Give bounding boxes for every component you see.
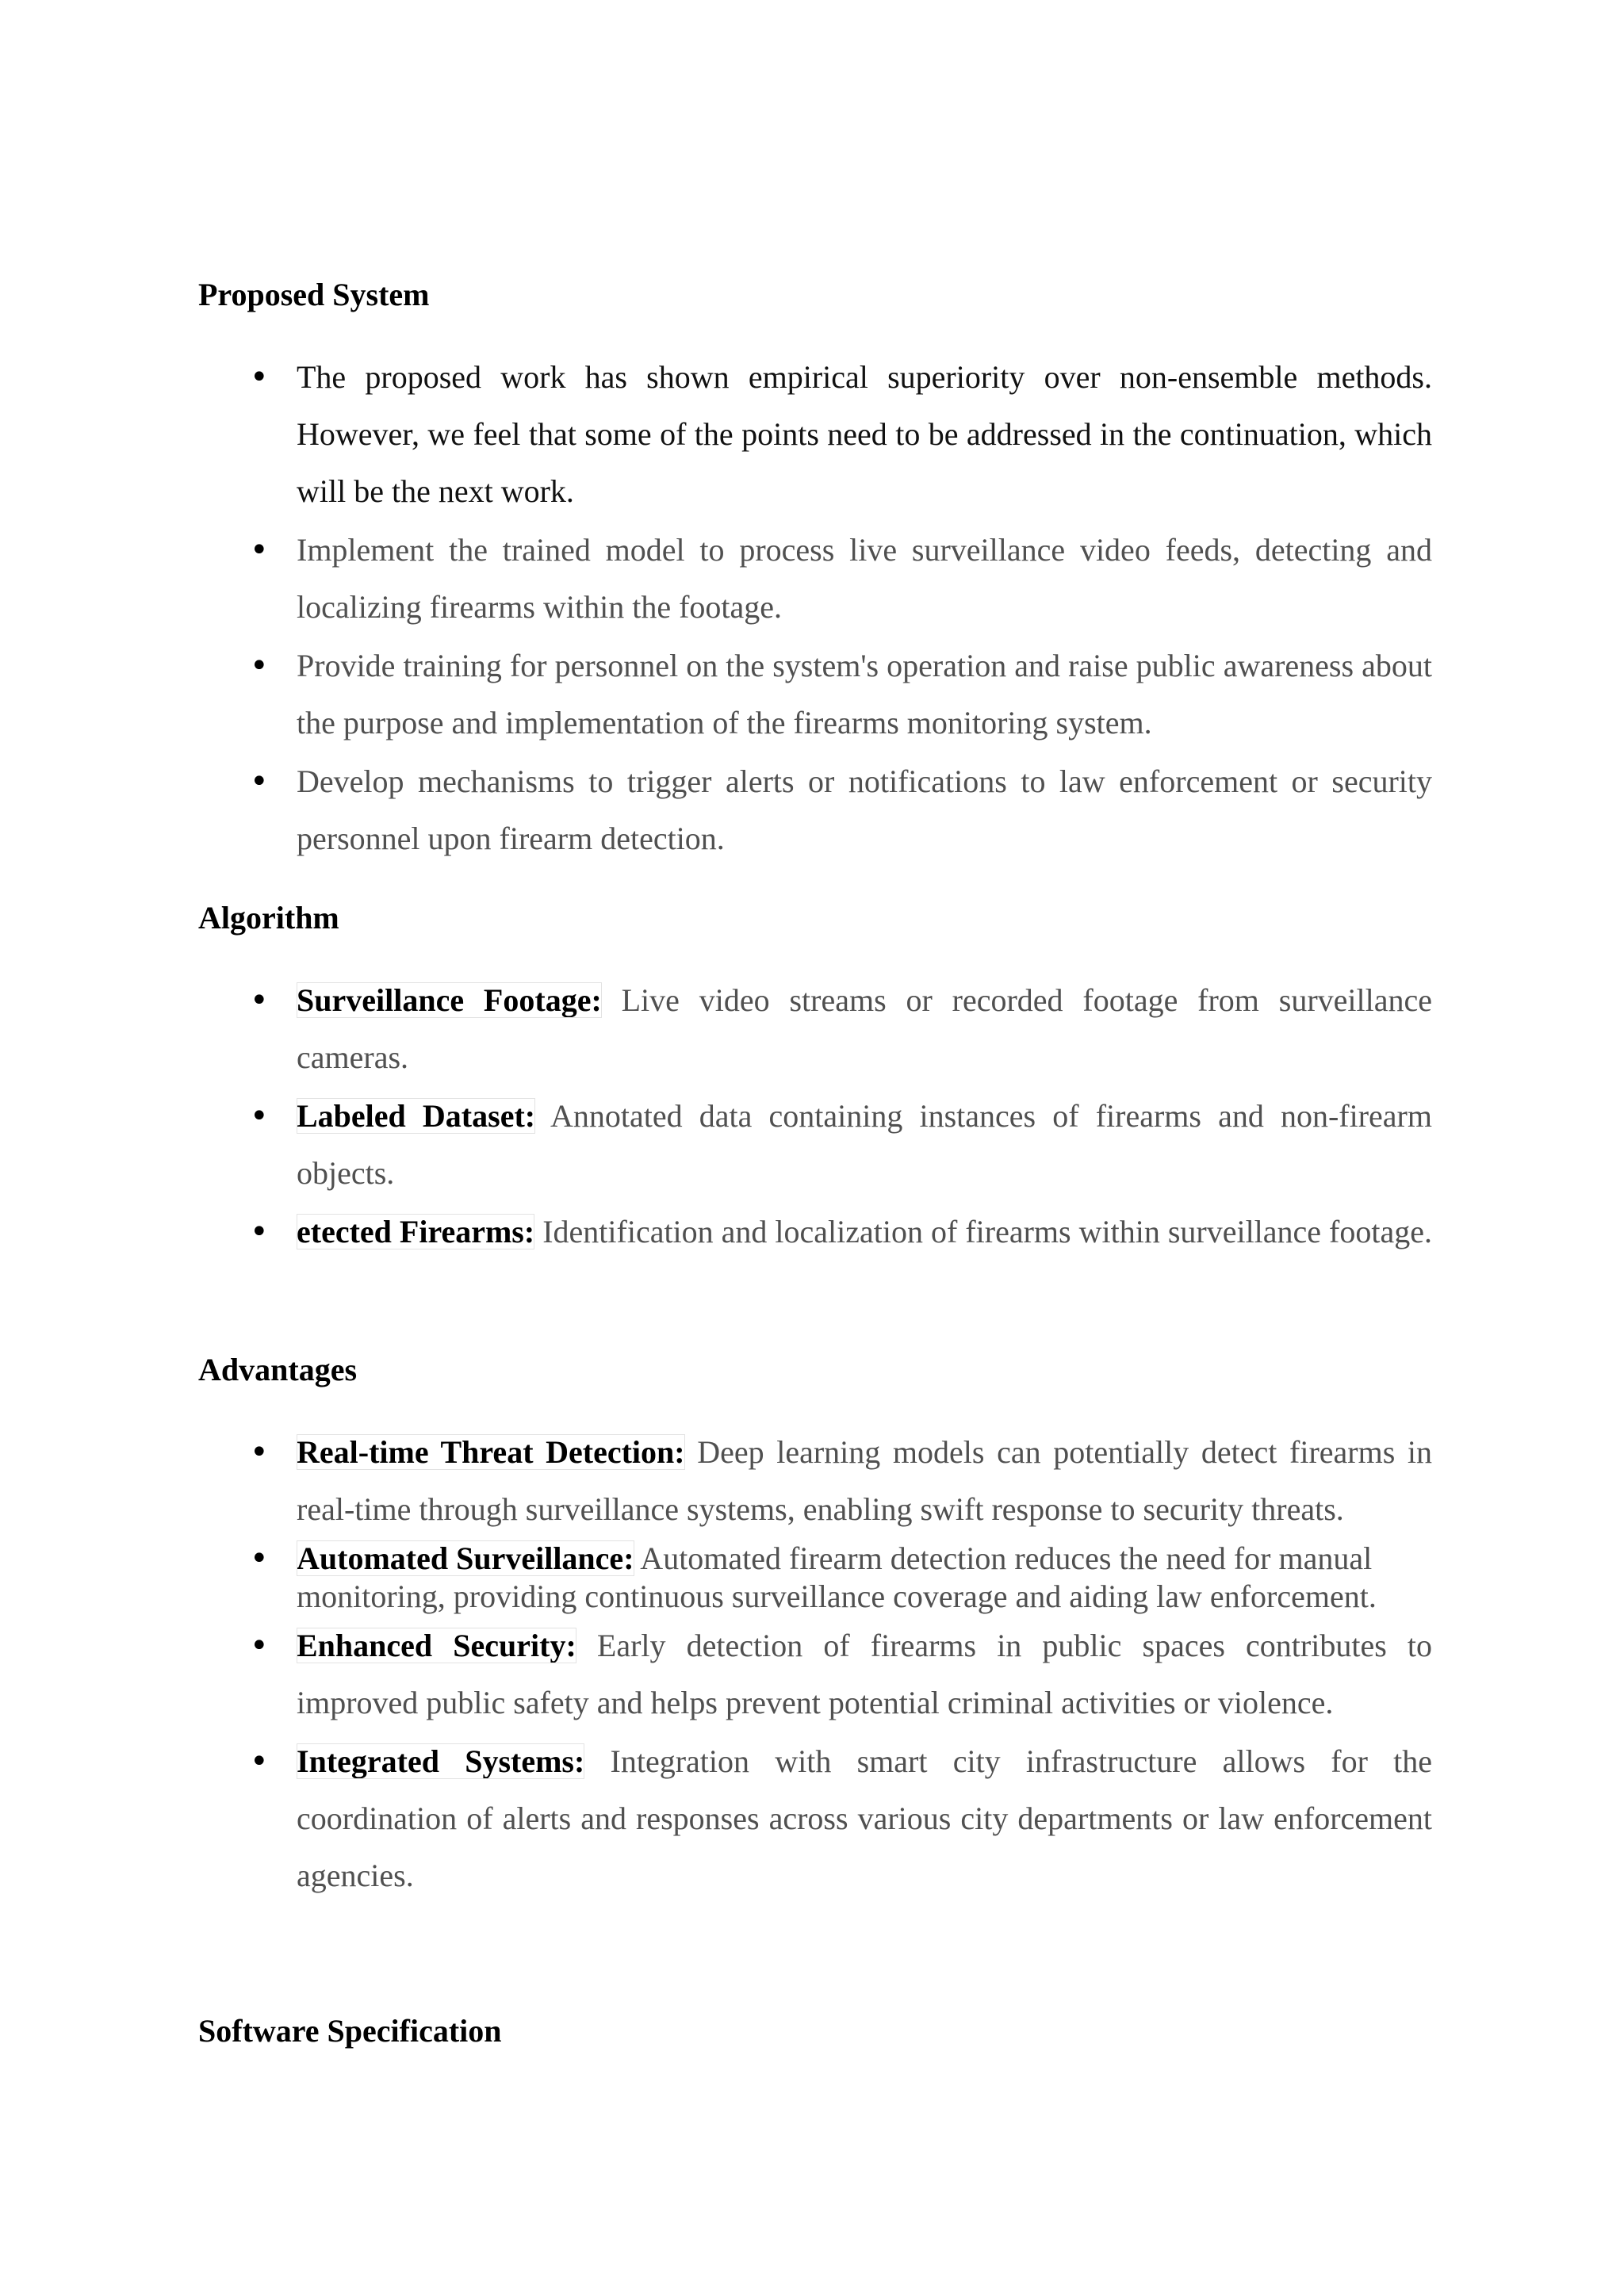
item-text: Annotated data containing instances of firearms and non-firearm objects. <box>297 1098 1432 1191</box>
list-item <box>250 1540 1432 1616</box>
item-term: Surveillance Footage: <box>297 982 602 1018</box>
item-term: Enhanced Security: <box>297 1628 576 1663</box>
bullet-icon: • <box>250 1628 269 1664</box>
bullet-icon: • <box>250 1434 269 1471</box>
bullet-icon: • <box>250 1214 269 1250</box>
heading-software-specification: Software Specification <box>198 2013 502 2049</box>
item-text: The proposed work has shown empirical superiority over non-ensemble methods. However, we feel that some of the points need to be addressed in the continuation, which will be the next work. <box>297 359 1432 509</box>
item-term: Real-time Threat Detection: <box>297 1434 685 1470</box>
bullet-icon: • <box>250 359 269 396</box>
list-item <box>250 1088 1432 1202</box>
heading-algorithm: Algorithm <box>198 900 339 936</box>
list-item <box>250 1733 1432 1904</box>
heading-advantages: Advantages <box>198 1352 358 1387</box>
item-term: Integrated Systems: <box>297 1743 585 1779</box>
bullet-icon: • <box>250 763 269 800</box>
item-text: Provide training for personnel on the system's operation and raise public awareness about the purpose and implementation of the firearms monitoring system. <box>297 648 1432 740</box>
item-term: Automated Surveillance: <box>297 1540 634 1576</box>
item-text: Automated firearm detection reduces the need for manual monitoring, providing continuous surveillance coverage and aiding law enforcement. <box>297 1540 1377 1614</box>
item-text: Early detection of firearms in public spaces contributes to improved public safety and helps prevent potential criminal activities or violence. <box>297 1628 1432 1720</box>
item-text: Identification and localization of firearms within surveillance footage. <box>534 1214 1432 1249</box>
item-text: Integration with smart city infrastructure allows for the coordination of alerts and responses across various city departments or law enforcement agencies. <box>297 1743 1432 1893</box>
item-text: Live video streams or recorded footage from surveillance cameras. <box>297 982 1433 1075</box>
bullet-icon: • <box>250 1540 269 1577</box>
bullet-icon: • <box>250 1098 269 1135</box>
list-item <box>250 522 1432 636</box>
list-item <box>250 1617 1432 1732</box>
item-text: Develop mechanisms to trigger alerts or notifications to law enforcement or security personnel upon firearm detection. <box>297 763 1432 856</box>
list-item <box>250 349 1432 520</box>
bullet-icon: • <box>250 982 269 1019</box>
bullet-icon: • <box>250 1743 269 1780</box>
list-item <box>250 1203 1432 1261</box>
heading-proposed-system: Proposed System <box>198 277 430 312</box>
item-term: etected Firearms: <box>297 1214 535 1249</box>
item-term: Labeled Dataset: <box>297 1098 536 1134</box>
list-item <box>250 972 1433 1086</box>
list-item <box>250 1424 1433 1538</box>
bullet-icon: • <box>250 648 269 684</box>
list-item <box>250 637 1432 752</box>
item-text: Deep learning models can potentially detect firearms in real-time through surveillance systems, enabling swift response to security threats. <box>297 1434 1433 1527</box>
item-text: Implement the trained model to process live surveillance video feeds, detecting and localizing firearms within the footage. <box>297 532 1432 625</box>
bullet-icon: • <box>250 532 269 568</box>
list-item <box>250 753 1432 867</box>
